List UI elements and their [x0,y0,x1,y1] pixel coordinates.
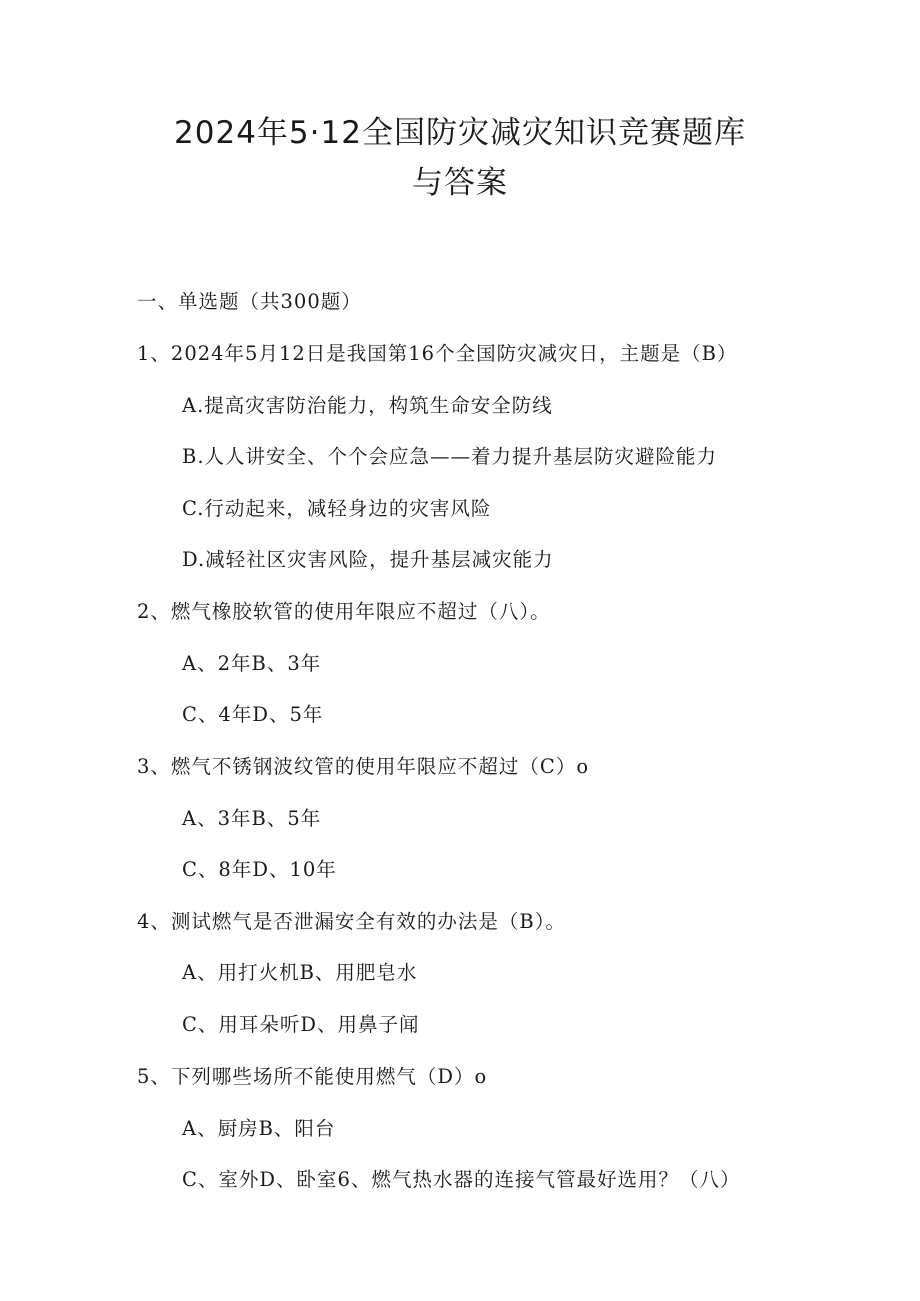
question-4: 4、测试燃气是否泄漏安全有效的办法是（B）。 [137,910,566,933]
question-1: 1、2024年5月12日是我国第16个全国防灾减灾日，主题是（B） [137,342,738,365]
question-1-option-b: B.人人讲安全、个个会应急——着力提升基层防灾避险能力 [182,445,718,468]
question-2-options-ab: A、2年B、3年 [182,652,322,675]
question-2-options-cd: C、4年D、5年 [182,703,324,726]
question-5-options-cd: C、室外D、卧室6、燃气热水器的连接气管最好选用？（八） [182,1168,741,1191]
question-3-options-cd: C、8年D、10年 [182,858,337,881]
section-heading: 一、单选题（共300题） [137,290,362,313]
question-4-options-ab: A、用打火机B、用肥皂水 [182,961,418,984]
question-1-option-d: D.减轻社区灾害风险，提升基层减灾能力 [182,548,554,571]
question-3: 3、燃气不锈钢波纹管的使用年限应不超过（C）o [137,755,590,778]
question-1-option-c: C.行动起来，减轻身边的灾害风险 [182,497,492,520]
question-5-options-ab: A、厨房B、阳台 [182,1117,336,1140]
question-2: 2、燃气橡胶软管的使用年限应不超过（八）。 [137,600,551,623]
document-title-line-2: 与答案 [412,165,508,201]
question-4-options-cd: C、用耳朵听D、用鼻子闻 [182,1013,420,1036]
question-1-option-a: A.提高灾害防治能力，构筑生命安全防线 [182,394,553,417]
question-5: 5、下列哪些场所不能使用燃气（D）o [137,1065,488,1088]
question-3-options-ab: A、3年B、5年 [182,807,322,830]
document-title-line-1: 2024年5·12全国防灾减灾知识竞赛题库 [174,115,746,151]
